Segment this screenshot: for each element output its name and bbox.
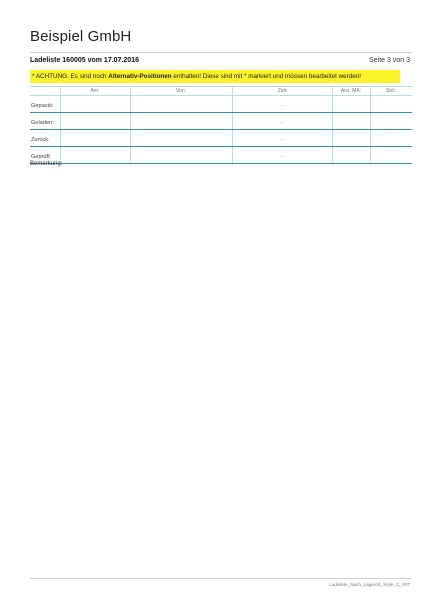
status-table <box>30 86 412 164</box>
cell-von[interactable] <box>130 134 232 147</box>
remark-label: Bemerkung: <box>30 161 63 167</box>
cell-von[interactable] <box>130 151 232 164</box>
header-divider <box>30 52 412 53</box>
cell-anz-ma[interactable] <box>332 100 370 113</box>
header-cell-anz-ma: Anz. MA: <box>332 87 370 96</box>
warning-prefix: * ACHTUNG: Es sind noch <box>32 73 109 80</box>
cell-zeit[interactable]: - <box>232 134 332 147</box>
cell-zeit[interactable]: - <box>232 117 332 130</box>
cell-std[interactable] <box>370 100 412 113</box>
cell-std[interactable] <box>370 117 412 130</box>
cell-am[interactable] <box>60 151 130 164</box>
warning-banner <box>30 70 400 83</box>
cell-zeit[interactable]: - <box>232 100 332 113</box>
table-header-row <box>30 87 412 96</box>
cell-anz-ma[interactable] <box>332 151 370 164</box>
page-number: Seite 3 von 3 <box>369 57 410 64</box>
warning-suffix: enthalten! Diese sind mit * markiert und müssen bearbeitet werden! <box>171 73 361 80</box>
row-label: Geladen: <box>30 117 60 130</box>
warning-highlight: Alternativ-Positionen <box>108 73 172 80</box>
table-row-zurueck <box>30 134 412 147</box>
table-row-geprueft <box>30 151 412 164</box>
header-cell-label <box>30 87 60 96</box>
cell-zeit[interactable]: - <box>232 151 332 164</box>
cell-anz-ma[interactable] <box>332 134 370 147</box>
cell-anz-ma[interactable] <box>332 117 370 130</box>
footer-label: Ladeliste_Nach_Lagerort_Style_C_V07 <box>329 582 410 587</box>
cell-am[interactable] <box>60 134 130 147</box>
cell-std[interactable] <box>370 151 412 164</box>
document-title: Ladeliste 160005 vom 17.07.2016 <box>30 57 139 64</box>
cell-am[interactable] <box>60 100 130 113</box>
row-label: Zurück: <box>30 134 60 147</box>
cell-std[interactable] <box>370 134 412 147</box>
row-label: Gepackt: <box>30 100 60 113</box>
table-row-gepackt <box>30 100 412 113</box>
header-cell-std: Std.: <box>370 87 412 96</box>
header-cell-von: Von: <box>130 87 232 96</box>
cell-von[interactable] <box>130 117 232 130</box>
table-row-geladen <box>30 117 412 130</box>
cell-von[interactable] <box>130 100 232 113</box>
header-cell-zeit: Zeit <box>232 87 332 96</box>
header-cell-am: Am: <box>60 87 130 96</box>
cell-am[interactable] <box>60 117 130 130</box>
row-label: Geprüft: <box>30 151 60 164</box>
footer-divider <box>30 578 412 579</box>
company-name: Beispiel GmbH <box>30 28 132 45</box>
